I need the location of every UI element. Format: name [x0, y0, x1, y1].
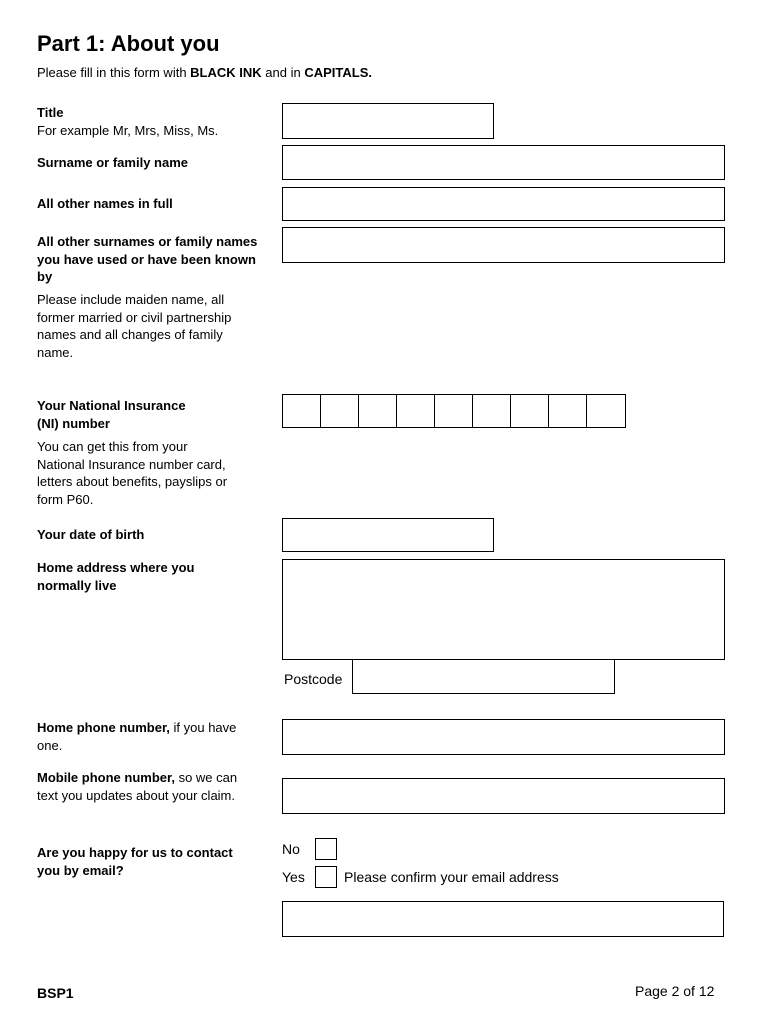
- ni-number-cell[interactable]: [511, 395, 549, 428]
- ni-number-label-group: [37, 397, 267, 432]
- other-surnames-label-group: [37, 233, 269, 286]
- postcode-label: Postcode: [284, 671, 343, 687]
- title-label: Title: [37, 105, 64, 120]
- email-yes-label: Yes: [282, 869, 305, 885]
- email-address-input[interactable]: [282, 901, 724, 937]
- email-contact-label-group: [37, 844, 237, 879]
- postcode-input[interactable]: [352, 659, 615, 694]
- title-label-group: [37, 104, 267, 139]
- surname-label-group: [37, 154, 267, 172]
- home-phone-label-rest: if you have one.: [37, 720, 237, 753]
- other-names-label-group: [37, 195, 267, 213]
- ni-number-label-line1: Your National Insurance: [37, 398, 186, 413]
- page-number: Page 2 of 12: [635, 983, 715, 999]
- ni-number-cell[interactable]: [435, 395, 473, 428]
- address-label: Home address where you normally live: [37, 560, 195, 593]
- form-instructions: [37, 65, 372, 80]
- intro-text-mid: and in: [261, 65, 305, 80]
- mobile-phone-label-rest: so we can text you updates about your claim.: [37, 770, 238, 803]
- title-input[interactable]: [282, 103, 494, 139]
- home-phone-input[interactable]: [282, 719, 725, 755]
- ni-number-label-line2: (NI) number: [37, 415, 110, 431]
- email-yes-checkbox[interactable]: [315, 866, 337, 888]
- ni-number-cell[interactable]: [397, 395, 435, 428]
- mobile-phone-label-group: [37, 769, 252, 804]
- intro-text: Please fill in this form with: [37, 65, 191, 80]
- dob-label-group: [37, 526, 267, 544]
- mobile-phone-input[interactable]: [282, 778, 725, 814]
- email-confirm-label: Please confirm your email address: [344, 869, 559, 885]
- other-surnames-help: Please include maiden name, all former married or civil partnership names and all changes of family name.: [37, 292, 232, 360]
- email-no-label: No: [282, 841, 300, 857]
- address-label-group: [37, 559, 237, 594]
- surname-input[interactable]: [282, 145, 725, 180]
- email-no-checkbox[interactable]: [315, 838, 337, 860]
- address-input[interactable]: [282, 559, 725, 660]
- surname-label: Surname or family name: [37, 155, 188, 170]
- ni-number-cell[interactable]: [473, 395, 511, 428]
- email-contact-label: Are you happy for us to contact you by email?: [37, 845, 233, 878]
- other-names-input[interactable]: [282, 187, 725, 221]
- ni-number-cell[interactable]: [549, 395, 587, 428]
- mobile-phone-label: Mobile phone number,: [37, 770, 175, 785]
- ni-number-grid: [282, 394, 626, 428]
- dob-label: Your date of birth: [37, 527, 145, 542]
- intro-emphasis-capitals: CAPITALS.: [304, 65, 372, 80]
- ni-number-cell[interactable]: [283, 395, 321, 428]
- other-surnames-label: All other surnames or family names you have used or have been known by: [37, 234, 258, 284]
- form-code: BSP1: [37, 985, 74, 1001]
- other-surnames-input[interactable]: [282, 227, 725, 263]
- home-phone-label-group: [37, 719, 252, 754]
- intro-emphasis-ink: BLACK INK: [190, 65, 262, 80]
- title-help: For example Mr, Mrs, Miss, Ms.: [37, 122, 219, 138]
- page-title: Part 1: About you: [37, 31, 220, 56]
- ni-number-cell[interactable]: [359, 395, 397, 428]
- ni-number-help: You can get this from your National Insurance number card, letters about benefits, payslips or form P60.: [37, 439, 228, 507]
- dob-input[interactable]: [282, 518, 494, 552]
- ni-number-cell[interactable]: [587, 395, 625, 428]
- home-phone-label: Home phone number,: [37, 720, 170, 735]
- other-names-label: All other names in full: [37, 196, 173, 211]
- ni-number-cell[interactable]: [321, 395, 359, 428]
